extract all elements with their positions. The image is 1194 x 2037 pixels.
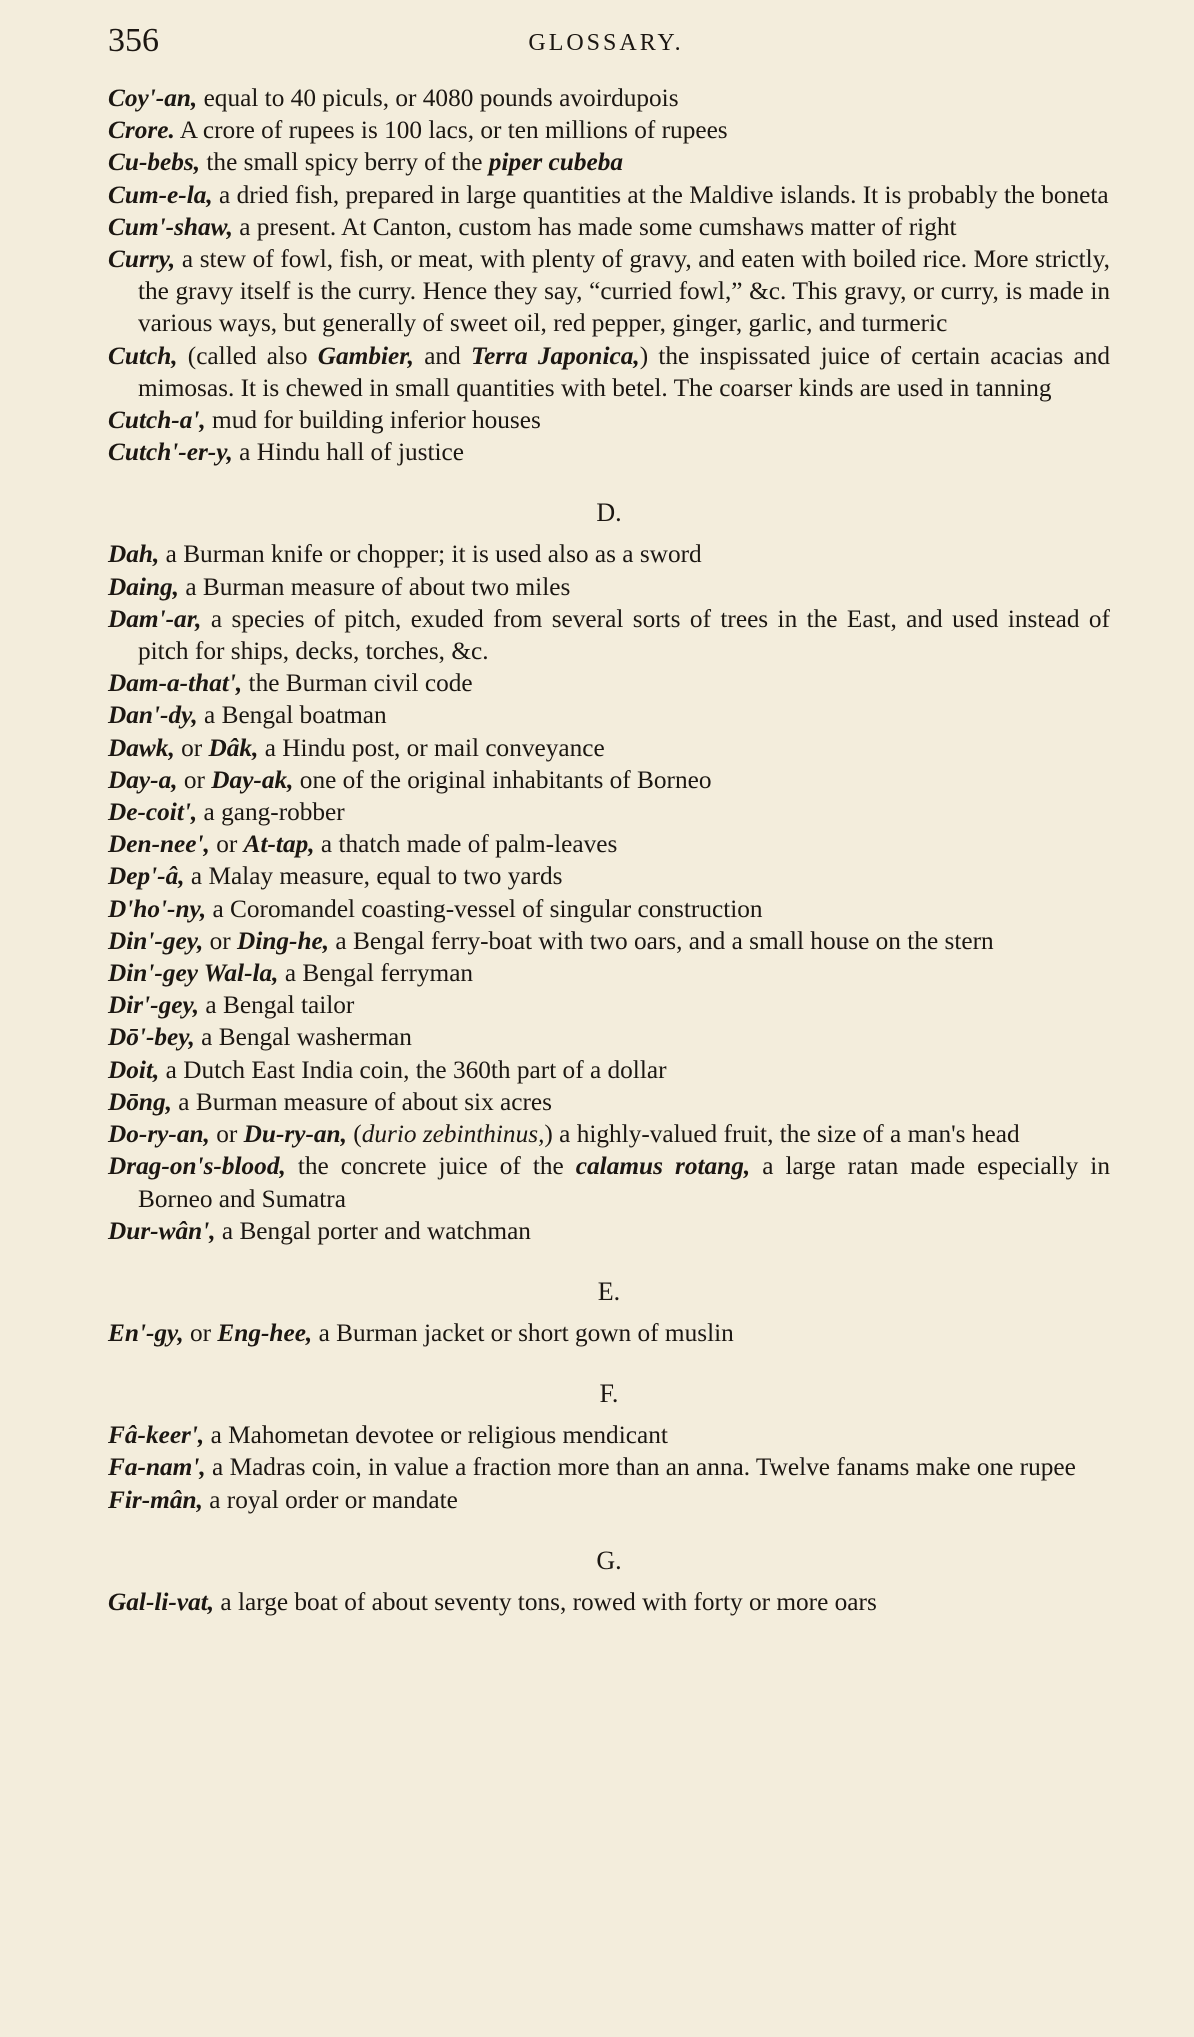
entry-term: Day-a, <box>108 765 178 794</box>
entry-term: Cum-e-la, <box>108 180 213 209</box>
entry-term: Coy'-an, <box>108 84 198 112</box>
glossary-entry <box>108 340 1110 404</box>
glossary-entry <box>108 571 1110 603</box>
entry-term: Dep'-â, <box>108 862 185 891</box>
entry-text: ) the inspissated juice of certain acacias and mimosas. It is chewed in small quantities with betel. The coarser kinds are used in tanning <box>138 341 1110 402</box>
entry-text: a Bengal washerman <box>194 1023 412 1052</box>
glossary-entry <box>108 538 1110 570</box>
entry-text: a large boat of about seventy tons, rowed with forty or more oars <box>214 1587 877 1616</box>
entry-text: a Hindu post, or mail conveyance <box>258 733 605 762</box>
entry-term: De-coit', <box>108 798 198 827</box>
entry-text: a Hindu hall of justice <box>232 438 464 467</box>
glossary-entry <box>108 404 1110 436</box>
glossary-entry <box>108 893 1110 925</box>
running-head: GLOSSARY. <box>528 30 684 56</box>
entry-text: a thatch made of palm-leaves <box>314 830 618 859</box>
glossary-entry <box>108 732 1110 764</box>
entry-term: Ding-he, <box>237 926 330 955</box>
entry-term: Do-ry-an, <box>108 1120 210 1149</box>
entry-text: a gang-robber <box>197 798 345 827</box>
entry-text: a Coromandel coasting-vessel of singular construction <box>206 894 763 923</box>
glossary-entry <box>108 860 1110 892</box>
entry-term: Curry, <box>108 245 176 274</box>
glossary-entry <box>108 699 1110 731</box>
entry-text: a Bengal ferryman <box>278 959 474 988</box>
entry-text: a Burman measure of about six acres <box>171 1087 552 1116</box>
entry-term: Cutch, <box>108 341 178 370</box>
entry-term: Crore. <box>108 116 175 145</box>
entry-term: Gal-li-vat, <box>108 1587 215 1616</box>
entry-term: Fa-nam', <box>108 1453 206 1482</box>
glossary-entry <box>108 179 1110 211</box>
glossary-body <box>108 82 1110 1618</box>
entry-text: or <box>209 1120 244 1149</box>
glossary-entry <box>108 1215 1110 1247</box>
entry-term: Gambier, <box>317 341 415 370</box>
entry-term: Terra Japonica, <box>470 341 640 370</box>
entry-text: ) a highly-valued fruit, the size of a man's head <box>544 1120 1020 1149</box>
entry-text: a Burman knife or chopper; it is used also as a sword <box>159 540 702 569</box>
glossary-entry <box>108 1086 1110 1118</box>
section-heading: G. <box>596 1545 622 1575</box>
entry-term: Cutch'-er-y, <box>108 438 233 467</box>
glossary-entry <box>108 1419 1110 1451</box>
entry-text: mud for building inferior houses <box>205 406 541 435</box>
entry-text: equal to 40 piculs, or 4080 pounds avoirdupois <box>197 84 679 112</box>
entry-text: a large ratan made especially in Borneo and Sumatra <box>138 1152 1110 1213</box>
entry-text: a dried fish, prepared in large quantities at the Maldive islands. It is probably the boneta <box>212 180 1109 209</box>
page-header <box>108 18 1104 68</box>
glossary-entry <box>108 114 1110 146</box>
entry-latin-name: durio zebinthinus, <box>361 1120 545 1149</box>
section-heading: D. <box>596 498 622 528</box>
glossary-entry <box>108 1317 1110 1349</box>
entry-term: At-tap, <box>243 830 315 859</box>
glossary-entry <box>108 796 1110 828</box>
entry-text: (called also <box>177 341 318 370</box>
entry-text: a Dutch East India coin, the 360th part of a dollar <box>159 1055 667 1084</box>
entry-term: Eng-hee, <box>217 1318 313 1347</box>
entry-term: Cu-bebs, <box>108 148 201 177</box>
glossary-entry <box>108 243 1110 340</box>
entry-text: one of the original inhabitants of Borneo <box>293 765 712 794</box>
glossary-entry <box>108 957 1110 989</box>
entry-text: a Mahometan devotee or religious mendicant <box>204 1421 668 1450</box>
glossary-entry <box>108 1484 1110 1516</box>
entry-term: Dah, <box>108 540 160 569</box>
section-heading: E. <box>597 1276 621 1306</box>
glossary-entry <box>108 1586 1110 1618</box>
entry-term: Dōng, <box>108 1087 172 1116</box>
entry-text: a Burman jacket or short gown of muslin <box>312 1318 734 1347</box>
glossary-entry <box>108 1021 1110 1053</box>
entry-text: or <box>174 733 209 762</box>
entry-text: a Burman measure of about two miles <box>179 572 571 601</box>
entry-text: the concrete juice of the <box>285 1152 576 1181</box>
entry-term: Drag-on's-blood, <box>108 1152 286 1181</box>
entry-text: a present. At Canton, custom has made some cumshaws matter of right <box>232 212 957 241</box>
entry-text: or <box>183 1318 218 1347</box>
entry-text: a Madras coin, in value a fraction more than an anna. Twelve fanams make one rupee <box>205 1453 1076 1482</box>
entry-term: Dir'-gey, <box>108 991 200 1020</box>
entry-term: Dawk, <box>108 733 175 762</box>
section-heading: F. <box>599 1379 619 1409</box>
entry-text: a royal order or mandate <box>202 1485 458 1514</box>
page-number: 356 <box>108 22 159 59</box>
entry-term: En'-gy, <box>108 1318 184 1347</box>
entry-term: piper cubeba <box>488 148 623 177</box>
entry-term: Doit, <box>108 1055 160 1084</box>
entry-text: a Bengal tailor <box>199 991 355 1020</box>
entry-term: D'ho'-ny, <box>108 894 207 923</box>
entry-term: Fâ-keer', <box>108 1421 205 1450</box>
entry-text: ( <box>346 1120 362 1149</box>
entry-text: a Bengal porter and watchman <box>215 1216 531 1245</box>
entry-term: Cum'-shaw, <box>108 212 233 241</box>
entry-term: Fir-mân, <box>108 1485 203 1514</box>
glossary-entry <box>108 211 1110 243</box>
glossary-entry <box>108 1451 1110 1483</box>
entry-text: a Bengal boatman <box>197 701 387 730</box>
entry-term: Din'-gey, <box>108 926 204 955</box>
entry-text: and <box>414 341 471 370</box>
entry-term: calamus rotang, <box>575 1152 751 1181</box>
entry-text: A crore of rupees is 100 lacs, or ten millions of rupees <box>174 116 728 145</box>
entry-text: a species of pitch, exuded from several sorts of trees in the East, and used instead of pitch for ships, decks, torches, &c. <box>138 604 1110 666</box>
entry-term: Dan'-dy, <box>108 701 198 730</box>
glossary-entry <box>108 925 1110 957</box>
entry-text: or <box>209 830 244 859</box>
glossary-entry <box>108 436 1110 468</box>
glossary-entry <box>108 1150 1110 1214</box>
glossary-entry <box>108 989 1110 1021</box>
entry-text: or <box>203 926 238 955</box>
entry-term: Day-ak, <box>211 765 294 794</box>
entry-text: a Malay measure, equal to two yards <box>184 862 563 891</box>
entry-term: Dam'-ar, <box>108 604 202 633</box>
entry-term: Den-nee', <box>108 830 210 859</box>
entry-text: a stew of fowl, fish, or meat, with plenty of gravy, and eaten with boiled rice. More strictly, the gravy itself is the curry. Hence they say, “curried fowl,” &c. This gravy, or curry, is made in various ways, but generally of sweet oil, red pepper, ginger, garlic, and turmeric <box>138 245 1110 338</box>
entry-term: Dam-a-that', <box>108 669 243 698</box>
entry-term: Dō'-bey, <box>108 1023 195 1052</box>
glossary-entry <box>108 146 1110 178</box>
entry-text: or <box>177 765 212 794</box>
entry-term: Dur-wân', <box>108 1216 216 1245</box>
glossary-entry <box>108 828 1110 860</box>
entry-term: Daing, <box>108 572 179 601</box>
entry-text: the Burman civil code <box>242 669 473 698</box>
entry-term: Du-ry-an, <box>243 1120 347 1149</box>
glossary-entry <box>108 1118 1110 1150</box>
glossary-entry <box>108 764 1110 796</box>
entry-term: Dâk, <box>208 733 259 762</box>
glossary-entry <box>108 603 1110 667</box>
glossary-entry <box>108 667 1110 699</box>
glossary-entry <box>108 82 1110 114</box>
entry-text: the small spicy berry of the <box>200 148 489 177</box>
entry-term: Din'-gey Wal-la, <box>108 959 279 988</box>
entry-term: Cutch-a', <box>108 406 206 435</box>
entry-text: a Bengal ferry-boat with two oars, and a small house on the stern <box>329 926 994 955</box>
glossary-entry <box>108 1054 1110 1086</box>
